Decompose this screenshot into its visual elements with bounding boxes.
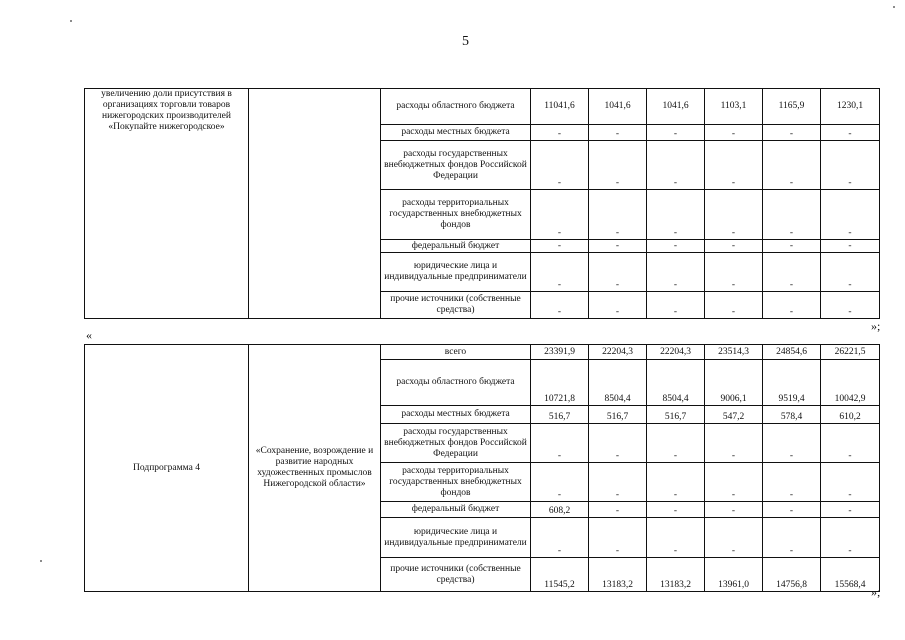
funding-source: расходы государственных внебюджетных фондов Российской Федерации bbox=[381, 424, 531, 463]
funding-value: - bbox=[705, 502, 763, 518]
funding-value: - bbox=[763, 141, 821, 190]
subprogram-4-table bbox=[84, 344, 880, 592]
funding-value: - bbox=[589, 141, 647, 190]
funding-value: - bbox=[647, 125, 705, 141]
scan-speck bbox=[70, 20, 72, 22]
funding-value: 516,7 bbox=[589, 406, 647, 424]
funding-source: расходы территориальных государственных внебюджетных фондов bbox=[381, 463, 531, 502]
funding-value: - bbox=[589, 240, 647, 253]
funding-value: - bbox=[531, 292, 589, 319]
funding-value: - bbox=[705, 518, 763, 558]
funding-value: - bbox=[763, 125, 821, 141]
funding-value: 24854,6 bbox=[763, 345, 821, 360]
funding-value: 11545,2 bbox=[531, 558, 589, 592]
funding-value: 13183,2 bbox=[589, 558, 647, 592]
funding-value: 22204,3 bbox=[647, 345, 705, 360]
funding-value: - bbox=[589, 518, 647, 558]
funding-value: 516,7 bbox=[531, 406, 589, 424]
funding-value: 23391,9 bbox=[531, 345, 589, 360]
funding-value: - bbox=[705, 240, 763, 253]
funding-value: - bbox=[821, 518, 880, 558]
funding-value: 8504,4 bbox=[589, 360, 647, 406]
funding-source: федеральный бюджет bbox=[381, 240, 531, 253]
funding-value: - bbox=[763, 240, 821, 253]
table-row bbox=[85, 345, 880, 360]
funding-source: расходы государственных внебюджетных фондов Российской Федерации bbox=[381, 141, 531, 190]
funding-value: 8504,4 bbox=[647, 360, 705, 406]
funding-value: - bbox=[589, 292, 647, 319]
funding-value: 23514,3 bbox=[705, 345, 763, 360]
funding-value: - bbox=[647, 518, 705, 558]
funding-source: расходы местных бюджета bbox=[381, 125, 531, 141]
funding-value: 608,2 bbox=[531, 502, 589, 518]
funding-value: 13961,0 bbox=[705, 558, 763, 592]
funding-value: - bbox=[647, 253, 705, 292]
row-label: увеличению доли присутствия в организациях торговли товаров нижегородских производителей «Покупайте нижегородское» bbox=[85, 89, 249, 319]
funding-value: - bbox=[821, 125, 880, 141]
funding-source: расходы областного бюджета bbox=[381, 360, 531, 406]
funding-value: 1230,1 bbox=[821, 89, 880, 125]
funding-value: - bbox=[531, 141, 589, 190]
funding-value: - bbox=[647, 424, 705, 463]
funding-value: - bbox=[705, 190, 763, 240]
funding-value: - bbox=[589, 190, 647, 240]
row-label: Подпрограмма 4 bbox=[85, 345, 249, 592]
funding-value: 1041,6 bbox=[647, 89, 705, 125]
funding-value: - bbox=[647, 502, 705, 518]
funding-value: 1041,6 bbox=[589, 89, 647, 125]
table-row bbox=[85, 89, 880, 125]
funding-value: 610,2 bbox=[821, 406, 880, 424]
funding-value: - bbox=[821, 502, 880, 518]
closing-quote: »; bbox=[871, 585, 881, 599]
funding-value: 13183,2 bbox=[647, 558, 705, 592]
funding-value: - bbox=[589, 463, 647, 502]
funding-value: 9519,4 bbox=[763, 360, 821, 406]
funding-value: - bbox=[647, 463, 705, 502]
funding-value: 10042,9 bbox=[821, 360, 880, 406]
funding-source: юридические лица и индивидуальные предприниматели bbox=[381, 253, 531, 292]
funding-value: 11041,6 bbox=[531, 89, 589, 125]
funding-value: - bbox=[763, 502, 821, 518]
funding-value: 14756,8 bbox=[763, 558, 821, 592]
funding-value: - bbox=[531, 190, 589, 240]
funding-value: - bbox=[531, 518, 589, 558]
funding-value: - bbox=[647, 190, 705, 240]
funding-value: 10721,8 bbox=[531, 360, 589, 406]
funding-value: - bbox=[705, 424, 763, 463]
funding-value: - bbox=[589, 125, 647, 141]
funding-value: - bbox=[705, 141, 763, 190]
funding-source: расходы областного бюджета bbox=[381, 89, 531, 125]
funding-value: - bbox=[531, 240, 589, 253]
funding-value: 15568,4 bbox=[821, 558, 880, 592]
funding-value: - bbox=[821, 463, 880, 502]
funding-value: - bbox=[531, 125, 589, 141]
funding-value: - bbox=[705, 125, 763, 141]
row-description: «Сохранение, возрождение и развитие народных художественных промыслов Нижегородской области» bbox=[249, 345, 381, 592]
funding-value: 9006,1 bbox=[705, 360, 763, 406]
funding-source: прочие источники (собственные средства) bbox=[381, 292, 531, 319]
funding-value: - bbox=[763, 463, 821, 502]
row-description bbox=[249, 89, 381, 319]
funding-value: - bbox=[705, 253, 763, 292]
funding-value: - bbox=[589, 424, 647, 463]
funding-value: - bbox=[589, 502, 647, 518]
funding-value: - bbox=[763, 292, 821, 319]
funding-value: 516,7 bbox=[647, 406, 705, 424]
scan-speck bbox=[893, 6, 895, 8]
funding-value: - bbox=[821, 424, 880, 463]
funding-value: 1165,9 bbox=[763, 89, 821, 125]
funding-source: расходы территориальных государственных внебюджетных фондов bbox=[381, 190, 531, 240]
funding-value: - bbox=[821, 292, 880, 319]
funding-value: - bbox=[821, 240, 880, 253]
funding-source: расходы местных бюджета bbox=[381, 406, 531, 424]
funding-value: 26221,5 bbox=[821, 345, 880, 360]
funding-value: - bbox=[763, 190, 821, 240]
funding-value: - bbox=[647, 240, 705, 253]
funding-source: юридические лица и индивидуальные предприниматели bbox=[381, 518, 531, 558]
funding-value: - bbox=[821, 253, 880, 292]
funding-value: 1103,1 bbox=[705, 89, 763, 125]
funding-value: - bbox=[647, 141, 705, 190]
funding-value: - bbox=[763, 518, 821, 558]
page-number: 5 bbox=[462, 34, 469, 49]
closing-quote: »; bbox=[871, 319, 881, 333]
funding-value: - bbox=[531, 463, 589, 502]
budget-table-continuation bbox=[84, 88, 880, 319]
funding-source: прочие источники (собственные средства) bbox=[381, 558, 531, 592]
funding-value: - bbox=[705, 463, 763, 502]
funding-value: - bbox=[821, 141, 880, 190]
funding-value: 578,4 bbox=[763, 406, 821, 424]
opening-quote: « bbox=[86, 328, 92, 342]
funding-value: - bbox=[763, 253, 821, 292]
scan-speck bbox=[40, 560, 42, 562]
funding-value: - bbox=[531, 253, 589, 292]
funding-value: - bbox=[821, 190, 880, 240]
funding-value: - bbox=[705, 292, 763, 319]
funding-value: - bbox=[531, 424, 589, 463]
funding-value: - bbox=[589, 253, 647, 292]
funding-value: - bbox=[763, 424, 821, 463]
funding-source: всего bbox=[381, 345, 531, 360]
funding-source: федеральный бюджет bbox=[381, 502, 531, 518]
funding-value: 547,2 bbox=[705, 406, 763, 424]
funding-value: - bbox=[647, 292, 705, 319]
funding-value: 22204,3 bbox=[589, 345, 647, 360]
